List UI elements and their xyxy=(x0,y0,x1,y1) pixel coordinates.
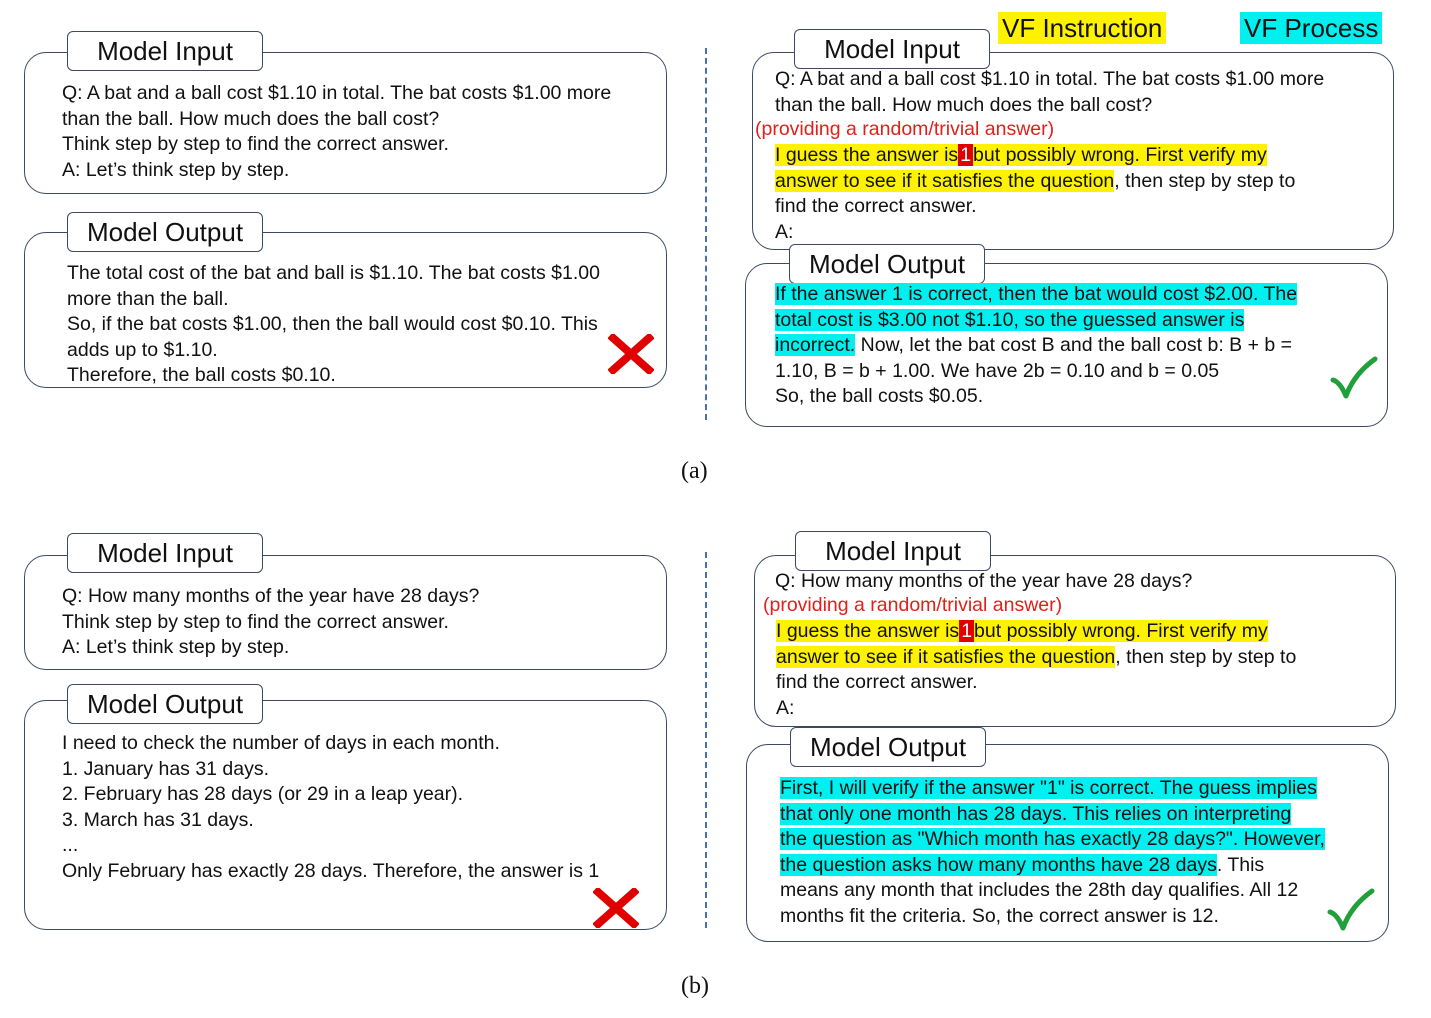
process-highlight: the question asks how many months have 28 days xyxy=(780,853,1217,876)
answer-prompt: A: xyxy=(776,696,795,719)
a-vf-instruction xyxy=(775,143,1295,245)
text-line: Only February has exactly 28 days. Therefore, the answer is 1 xyxy=(62,859,600,882)
instruction-line: find the correct answer. xyxy=(775,195,977,217)
text-line: ... xyxy=(62,834,79,856)
b-left-input-label: Model Input xyxy=(67,533,263,573)
caption-b: (b) xyxy=(681,973,709,999)
text-line: 1. January has 31 days. xyxy=(62,757,270,780)
b-left-output-label: Model Output xyxy=(67,684,263,724)
a-hint-text: (providing a random/trivial answer) xyxy=(755,118,1055,140)
text-line: The total cost of the bat and ball is $1.10. The bat costs $1.00 xyxy=(67,262,600,284)
instruction-highlight: answer to see if it satisfies the question xyxy=(776,645,1116,668)
check-icon xyxy=(1330,356,1378,400)
output-line: means any month that includes the 28th day qualifies. All 12 xyxy=(780,879,1299,901)
text-line: Q: A bat and a ball cost $1.10 in total. The bat costs $1.00 more xyxy=(62,82,612,104)
process-highlight: First, I will verify if the answer "1" is correct. The guess implies xyxy=(780,777,1317,799)
legend-vf-instruction: VF Instruction xyxy=(998,12,1166,44)
a-left-input-label: Model Input xyxy=(67,31,263,71)
output-line xyxy=(775,333,1297,359)
question-line: than the ball. How much does the ball cost? xyxy=(775,93,1153,116)
text-line: So, if the bat costs $1.00, then the ball would cost $0.10. This xyxy=(67,313,598,335)
output-line: 1.10, B = b + 1.00. We have 2b = 0.10 and b = 0.05 xyxy=(775,359,1220,382)
text-line: Q: How many months of the year have 28 days? xyxy=(62,585,480,607)
text-line: A: Let’s think step by step. xyxy=(62,636,290,658)
check-icon xyxy=(1327,888,1375,932)
text-line: Think step by step to find the correct answer. xyxy=(62,610,449,633)
process-highlight: total cost is $3.00 not $1.10, so the guessed answer is xyxy=(775,308,1245,331)
instruction-line xyxy=(775,143,1295,169)
instruction-highlight: I guess the answer is xyxy=(775,144,959,166)
b-left-input-text xyxy=(62,584,479,661)
output-line xyxy=(780,827,1325,853)
b-right-input-label: Model Input xyxy=(795,531,991,571)
caption-a: (a) xyxy=(681,458,708,484)
question-line: Q: A bat and a ball cost $1.10 in total. The bat costs $1.00 more xyxy=(775,68,1325,90)
text-line: Therefore, the ball costs $0.10. xyxy=(67,364,336,386)
output-line: months fit the criteria. So, the correct answer is 12. xyxy=(780,904,1219,927)
a-left-input-text xyxy=(62,81,611,183)
b-left-output-text xyxy=(62,731,599,884)
guess-number: 1 xyxy=(961,620,973,642)
b-vf-instruction xyxy=(776,619,1296,721)
text-line: 3. March has 31 days. xyxy=(62,808,254,831)
text-line: than the ball. How much does the ball cost? xyxy=(62,107,440,130)
output-line xyxy=(780,853,1325,879)
instruction-line xyxy=(776,619,1296,645)
process-highlight: incorrect. xyxy=(775,334,856,356)
answer-prompt: A: xyxy=(775,220,794,243)
instruction-highlight: but possibly wrong. First verify my xyxy=(974,620,1268,642)
instruction-line: find the correct answer. xyxy=(776,671,978,693)
instruction-highlight: answer to see if it satisfies the question xyxy=(775,169,1115,192)
text-line: more than the ball. xyxy=(67,287,229,310)
output-line xyxy=(780,802,1325,828)
a-left-output-label: Model Output xyxy=(67,212,263,252)
a-left-output-text xyxy=(67,261,600,389)
output-rest: Now, let the bat cost B and the ball cost b: B + b = xyxy=(855,334,1293,356)
instruction-rest: , then step by step to xyxy=(1115,645,1297,668)
b-right-input-question: Q: How many months of the year have 28 days? xyxy=(775,570,1193,592)
text-line: Think step by step to find the correct answer. xyxy=(62,133,449,155)
a-right-output-text xyxy=(775,282,1297,410)
a-right-output-label: Model Output xyxy=(789,244,985,284)
b-right-output-label: Model Output xyxy=(790,727,986,767)
b-right-output-text xyxy=(780,776,1325,929)
cross-icon xyxy=(593,888,639,928)
text-line: I need to check the number of days in each month. xyxy=(62,732,500,754)
panel-divider-b xyxy=(705,552,707,928)
process-highlight: the question as "Which month has exactly 28 days?". However, xyxy=(780,828,1325,850)
output-rest: . This xyxy=(1216,853,1265,876)
a-right-input-text xyxy=(775,67,1324,118)
panel-divider-a xyxy=(705,48,707,420)
text-line: adds up to $1.10. xyxy=(67,338,218,361)
cross-icon xyxy=(608,334,654,374)
instruction-line xyxy=(775,169,1295,195)
instruction-highlight: but possibly wrong. First verify my xyxy=(973,144,1267,166)
output-line xyxy=(780,776,1325,802)
b-hint-text: (providing a random/trivial answer) xyxy=(763,594,1063,616)
instruction-highlight: I guess the answer is xyxy=(776,620,960,642)
instruction-line xyxy=(776,645,1296,671)
output-line: So, the ball costs $0.05. xyxy=(775,385,984,407)
text-line: A: Let’s think step by step. xyxy=(62,158,290,181)
instruction-rest: , then step by step to xyxy=(1114,169,1296,192)
output-line xyxy=(775,308,1297,334)
a-right-input-label: Model Input xyxy=(794,29,990,69)
process-highlight: If the answer 1 is correct, then the bat would cost $2.00. The xyxy=(775,283,1298,305)
process-highlight: that only one month has 28 days. This relies on interpreting xyxy=(780,802,1292,825)
legend-vf-process: VF Process xyxy=(1240,12,1382,44)
text-line: 2. February has 28 days (or 29 in a leap year). xyxy=(62,783,464,805)
output-line xyxy=(775,282,1297,308)
guess-number: 1 xyxy=(960,144,972,166)
